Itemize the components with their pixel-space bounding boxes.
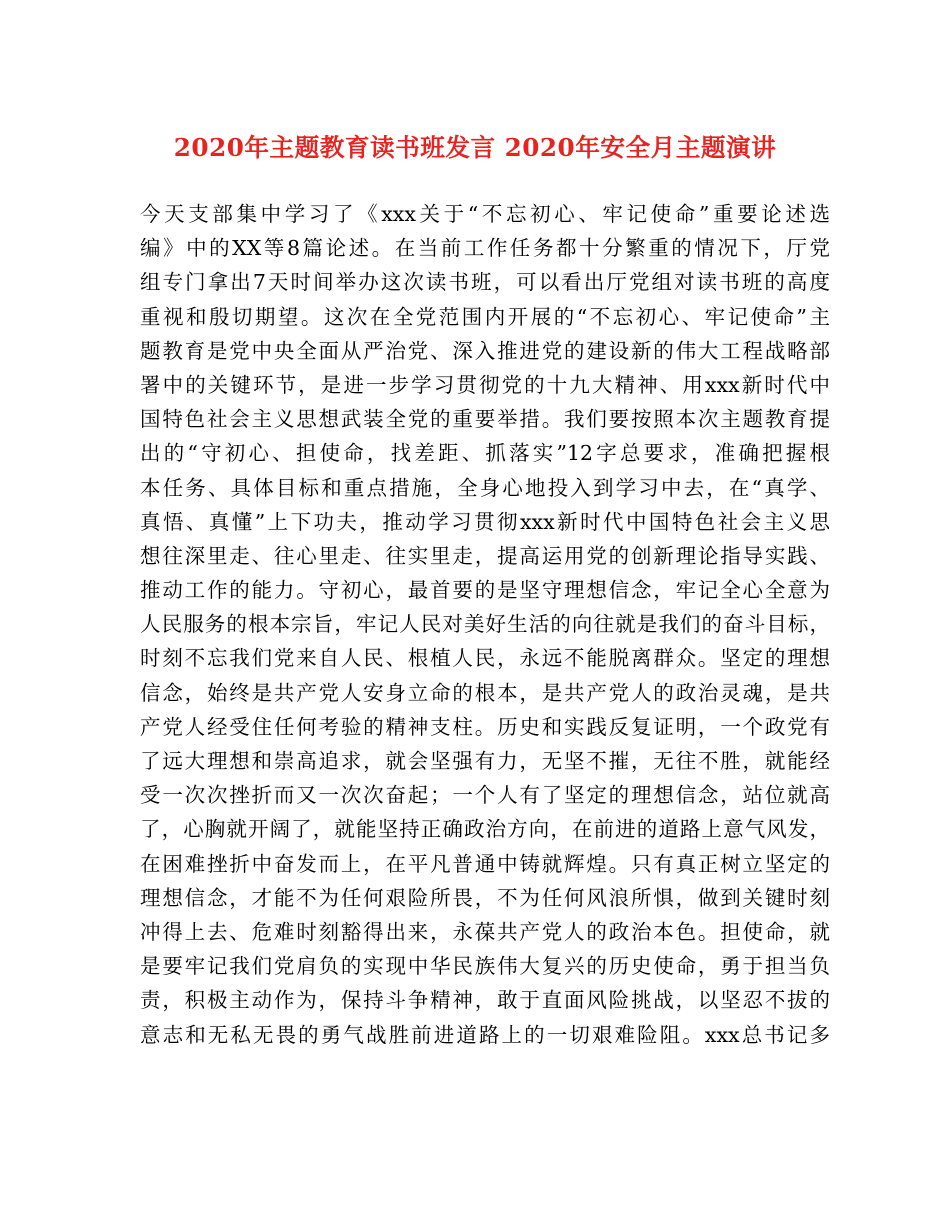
paragraph-line: 想往深里走、往心里走、往实里走，提高运用党的创新理论指导实践、: [140, 543, 830, 568]
paragraph-line: 题教育是党中央全面从严治党、深入推进党的建设新的伟大工程战略部: [140, 338, 830, 363]
document-title: 2020年主题教育读书班发言 2020年安全月主题演讲: [173, 133, 777, 162]
paragraph-line: 本任务、具体目标和重点措施，全身心地投入到学习中去，在“真学、: [140, 475, 830, 500]
paragraph-line: 了，心胸就开阔了，就能坚持正确政治方向，在前进的道路上意气风发，: [140, 817, 830, 842]
paragraph-line: 理想信念，才能不为任何艰险所畏，不为任何风浪所惧，做到关键时刻: [140, 885, 830, 910]
paragraph-line: 产党人经受住任何考验的精神支柱。历史和实践反复证明，一个政党有: [140, 714, 830, 739]
paragraph-line: 今天支部集中学习了《xxx关于“不忘初心、牢记使命”重要论述选: [140, 202, 830, 226]
paragraph-line: 了远大理想和崇高追求，就会坚强有力，无坚不摧，无往不胜，就能经: [140, 749, 830, 773]
paragraph-line: 时刻不忘我们党来自人民、根植人民，永远不能脱离群众。坚定的理想: [140, 646, 830, 671]
paragraph-line: 受一次次挫折而又一次次奋起；一个人有了坚定的理想信念，站位就高: [140, 783, 830, 808]
paragraph-line: 冲得上去、危难时刻豁得出来，永葆共产党人的政治本色。担使命，就: [140, 919, 830, 944]
paragraph-line: 责，积极主动作为，保持斗争精神，敢于直面风险挑战，以坚忍不拔的: [140, 988, 830, 1013]
paragraph-line: 是要牢记我们党肩负的实现中华民族伟大复兴的历史使命，勇于担当负: [140, 954, 830, 979]
paragraph-line: 意志和无私无畏的勇气战胜前进道路上的一切艰难险阻。xxx总书记多: [140, 1022, 830, 1047]
paragraph-line: 重视和殷切期望。这次在全党范围内开展的“不忘初心、牢记使命”主: [140, 304, 830, 329]
paragraph-line: 署中的关键环节，是进一步学习贯彻党的十九大精神、用xxx新时代中: [140, 372, 830, 397]
paragraph-line: 在困难挫折中奋发而上，在平凡普通中铸就辉煌。只有真正树立坚定的: [140, 851, 830, 876]
body-paragraph: [140, 197, 830, 1052]
paragraph-line: 组专门拿出7天时间举办这次读书班，可以看出厅党组对读书班的高度: [140, 270, 830, 295]
paragraph-line: 信念，始终是共产党人安身立命的根本，是共产党人的政治灵魂，是共: [140, 680, 830, 705]
paragraph-line: 人民服务的根本宗旨，牢记人民对美好生活的向往就是我们的奋斗目标，: [140, 612, 830, 637]
paragraph-line: 编》中的XX等8篇论述。在当前工作任务都十分繁重的情况下，厅党: [140, 236, 830, 261]
paragraph-line: 真悟、真懂”上下功夫，推动学习贯彻xxx新时代中国特色社会主义思: [140, 509, 830, 534]
paragraph-line: 出的“守初心、担使命，找差距、抓落实”12字总要求，准确把握根: [140, 441, 830, 466]
paragraph-line: 推动工作的能力。守初心，最首要的是坚守理想信念，牢记全心全意为: [140, 578, 830, 603]
paragraph-line: 国特色社会主义思想武装全党的重要举措。我们要按照本次主题教育提: [140, 407, 830, 432]
